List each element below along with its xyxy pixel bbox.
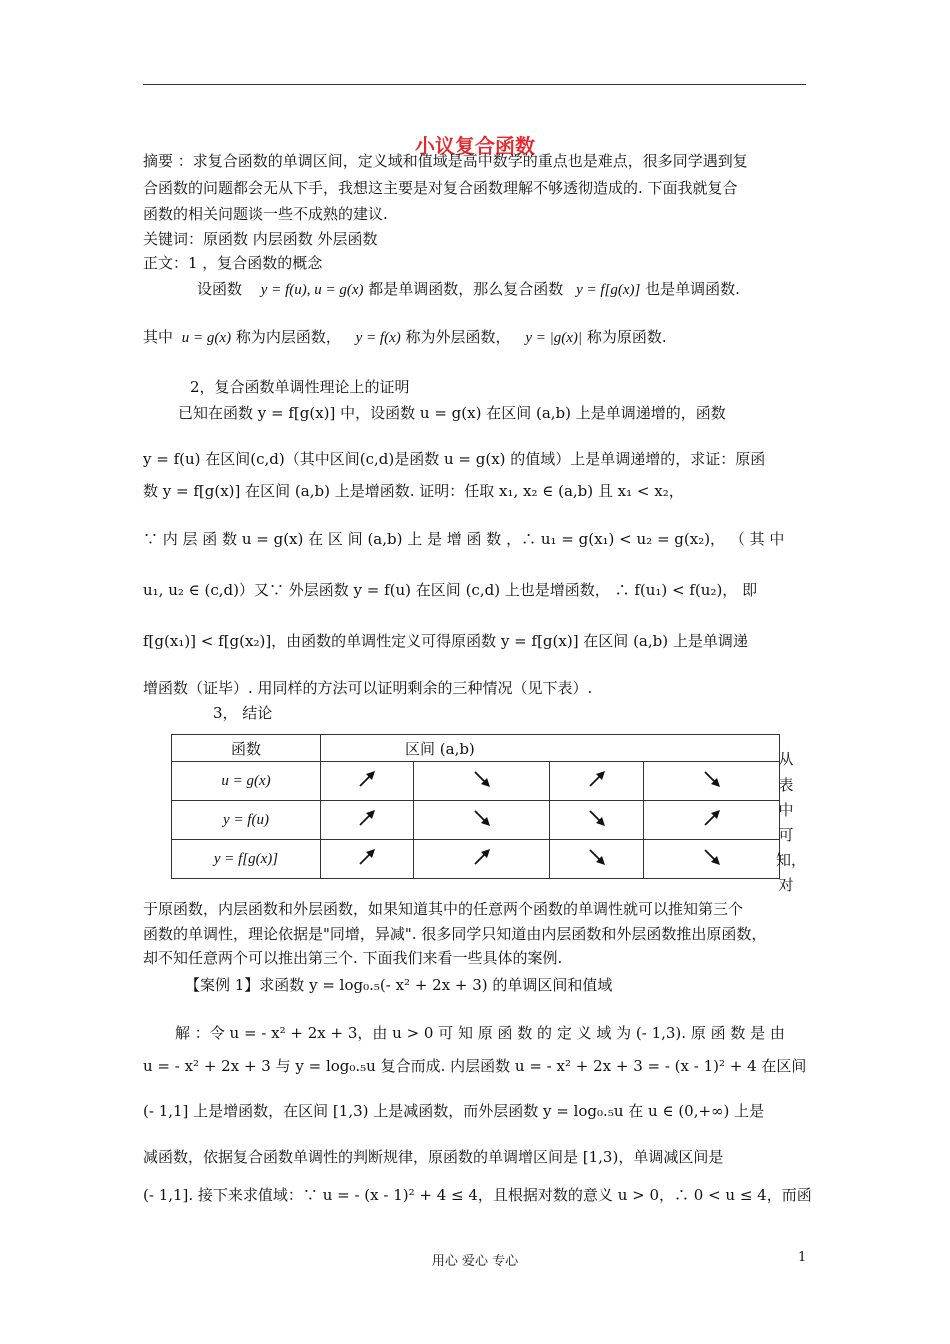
keywords: 关键词：原函数 内层函数 外层函数: [143, 230, 378, 248]
arrow-down-right-icon: [701, 846, 723, 868]
arrow-cell: [414, 762, 550, 801]
arrow-cell: [550, 840, 644, 879]
arrow-cell: [550, 762, 644, 801]
arrow-up-right-icon: [356, 846, 378, 868]
arrow-up-right-icon: [356, 807, 378, 829]
formula: y = f(u), u = g(x): [260, 282, 364, 298]
arrow-down-right-icon: [471, 768, 493, 790]
abstract-line-3: 函数的相关问题谈一些不成熟的建议.: [143, 205, 388, 223]
formula: u = g(x): [181, 330, 232, 346]
concept-text: 称为内层函数，: [235, 328, 341, 346]
proof-line-3: 数 y = f[g(x)] 在区间 (a,b) 上是增函数. 证明：任取 x₁, x₂ ∈ (a,b) 且 x₁ < x₂，: [143, 482, 684, 500]
table-row: [172, 840, 780, 879]
concept-text: 都是单调函数，那么复合函数: [368, 280, 564, 298]
concept-text: 称为原函数.: [586, 328, 667, 346]
monotonicity-table: [171, 734, 780, 879]
conclusion-line-2: 函数的单调性，理论依据是"同增，异减". 很多同学只知道由内层函数和外层函数推出原函数，: [143, 925, 767, 943]
arrow-up-right-icon: [701, 807, 723, 829]
formula: y = f(x): [355, 330, 401, 346]
row-label: y = f(u): [172, 801, 321, 840]
arrow-cell: [644, 840, 780, 879]
side-char: 知，: [776, 851, 807, 869]
row-label: y = f[g(x)]: [172, 840, 321, 879]
formula: y = f[g(x)]: [576, 282, 641, 298]
arrow-up-right-icon: [471, 846, 493, 868]
table-row: [172, 801, 780, 840]
side-char: 表: [778, 776, 794, 794]
side-char: 对: [778, 876, 794, 894]
arrow-cell: [321, 762, 414, 801]
arrow-cell: [321, 801, 414, 840]
solution-line-1: 解 ：令 u = - x² + 2x + 3，由 u > 0 可 知 原 函 数 的 定 义 域 为 (- 1,3). 原 函 数 是 由: [175, 1024, 785, 1042]
arrow-cell: [321, 840, 414, 879]
proof-line-5: u₁, u₂ ∈ (c,d)）又∵ 外层函数 y = f(u) 在区间 (c,d) 上也是增函数， ∴ f(u₁) < f(u₂)， 即: [143, 581, 758, 599]
arrow-up-right-icon: [356, 768, 378, 790]
page-number: 1: [798, 1250, 807, 1265]
arrow-down-right-icon: [586, 846, 608, 868]
header-rule: [143, 84, 806, 85]
side-char: 从: [778, 750, 794, 768]
arrow-down-right-icon: [701, 768, 723, 790]
body-intro: 正文：1 ，复合函数的概念: [143, 254, 323, 272]
concept-line-2: [143, 326, 667, 349]
proof-line-7: 增函数（证毕）. 用同样的方法可以证明剩余的三种情况（见下表）.: [143, 679, 593, 697]
side-char: 可: [778, 826, 794, 844]
abstract-line-2: 合函数的问题都会无从下手，我想这主要是对复合函数理解不够透彻造成的. 下面我就复合: [143, 179, 738, 197]
arrow-cell: [644, 762, 780, 801]
concept-text: 也是单调函数.: [645, 280, 740, 298]
case-1-heading: 【案例 1】求函数 y = log₀.₅(- x² + 2x + 3) 的单调区间和值域: [185, 976, 613, 994]
arrow-down-right-icon: [471, 807, 493, 829]
arrow-cell: [644, 801, 780, 840]
concept-text: 称为外层函数，: [405, 328, 511, 346]
conclusion-line-1: 于原函数，内层函数和外层函数，如果知道其中的任意两个函数的单调性就可以推知第三个: [143, 900, 744, 918]
solution-line-3: (- 1,1] 上是增函数，在区间 [1,3) 上是减函数，而外层函数 y = log₀.₅u 在 u ∈ (0,+∞) 上是: [143, 1102, 765, 1120]
proof-line-1: 已知在函数 y = f[g(x)] 中，设函数 u = g(x) 在区间 (a,b) 上是单调递增的，函数: [178, 404, 726, 422]
arrow-cell: [414, 840, 550, 879]
proof-line-4: ∵ 内 层 函 数 u = g(x) 在 区 间 (a,b) 上 是 增 函 数 ，∴ u₁ = g(x₁) < u₂ = g(x₂)， （ 其 中: [143, 530, 785, 548]
page-title: 小议复合函数: [415, 134, 535, 158]
proof-line-6: f[g(x₁)] < f[g(x₂)]，由函数的单调性定义可得原函数 y = f[g(x)] 在区间 (a,b) 上是单调递: [143, 632, 748, 650]
concept-line-1: [197, 278, 740, 301]
concept-text: 设函数: [197, 280, 243, 298]
abstract-line-1: 摘要 ：求复合函数的单调区间，定义域和值域是高中数学的重点也是难点，很多同学遇到复: [143, 152, 748, 170]
conclusion-line-3: 却不知任意两个可以推出第三个. 下面我们来看一些具体的案例.: [143, 949, 563, 967]
section-3-heading: 3， 结论: [213, 704, 273, 722]
side-char: 中: [778, 801, 794, 819]
solution-line-2: u = - x² + 2x + 3 与 y = log₀.₅u 复合而成. 内层函数 u = - x² + 2x + 3 = - (x - 1)² + 4 在区间: [143, 1057, 807, 1075]
arrow-cell: [550, 801, 644, 840]
solution-line-4: 减函数，依据复合函数单调性的判断规律，原函数的单调增区间是 [1,3)，单调减区间是: [143, 1148, 724, 1166]
formula: y = |g(x)|: [525, 330, 583, 346]
arrow-cell: [414, 801, 550, 840]
section-2-heading: 2，复合函数单调性理论上的证明: [190, 378, 410, 396]
concept-text: 其中: [143, 328, 174, 346]
table-header-interval: 区间 (a,b): [321, 735, 780, 762]
solution-line-5: (- 1,1]. 接下来求值域：∵ u = - (x - 1)² + 4 ≤ 4，且根据对数的意义 u > 0，∴ 0 < u ≤ 4，而函: [143, 1186, 812, 1204]
table-header-function: 函数: [172, 735, 321, 762]
table-row: [172, 762, 780, 801]
arrow-down-right-icon: [586, 807, 608, 829]
arrow-up-right-icon: [586, 768, 608, 790]
proof-line-2: y = f(u) 在区间(c,d)（其中区间(c,d)是函数 u = g(x) 的值域）上是单调递增的，求证：原函: [143, 450, 766, 468]
row-label: u = g(x): [172, 762, 321, 801]
page-footer: 用心 爱心 专心: [431, 1254, 519, 1269]
